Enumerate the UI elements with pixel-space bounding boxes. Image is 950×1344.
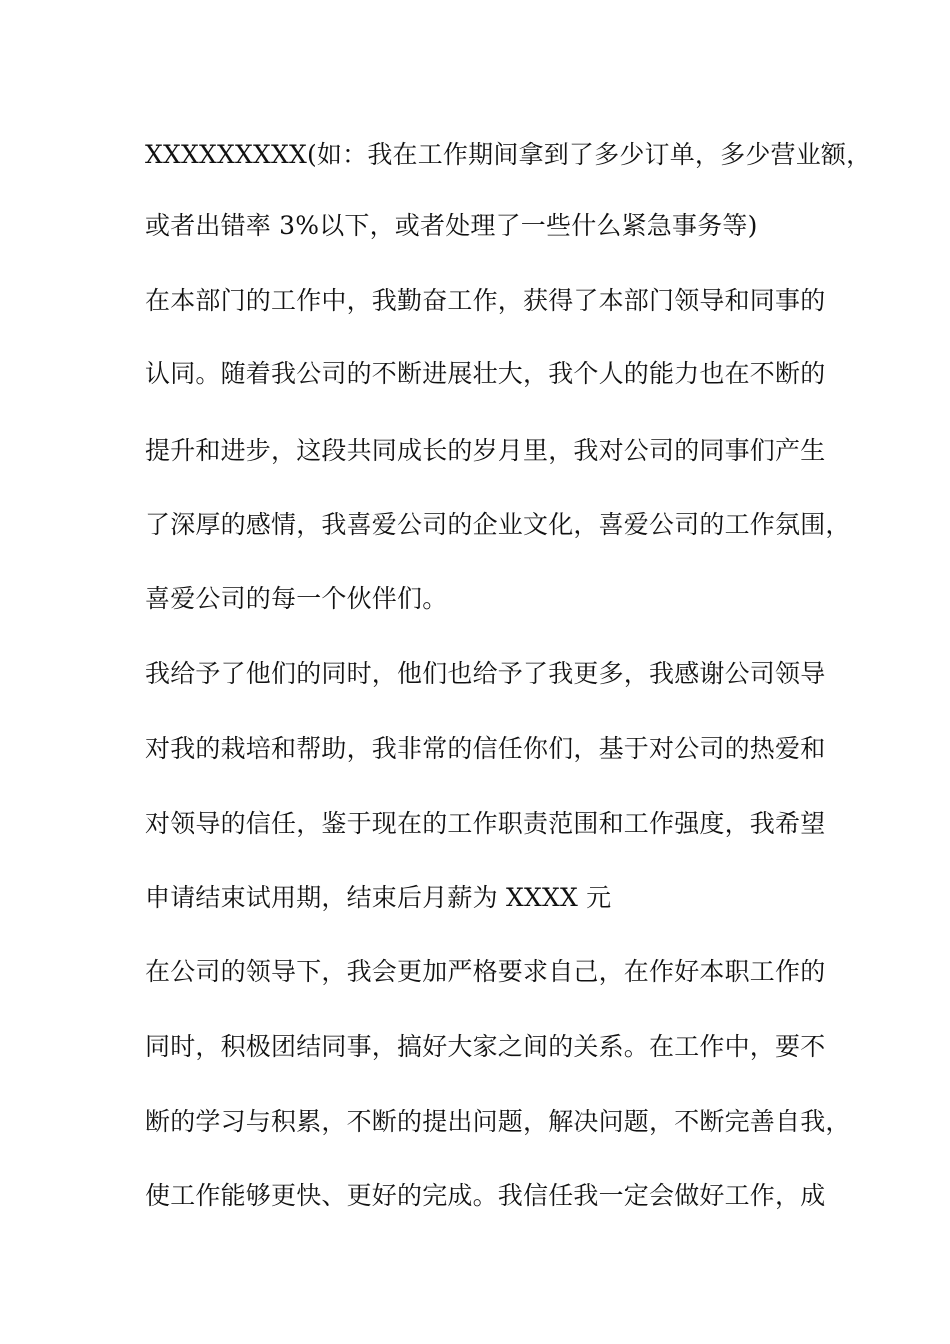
text-line-4: 认同。随着我公司的不断进展壮大，我个人的能力也在不断的 <box>145 359 826 388</box>
text-line-12: 在公司的领导下，我会更加严格要求自己，在作好本职工作的 <box>145 957 826 986</box>
text-line-9: 对我的栽培和帮助，我非常的信任你们，基于对公司的热爱和 <box>145 734 826 763</box>
text-line-1: XXXXXXXXX(如：我在工作期间拿到了多少订单，多少营业额， <box>145 140 872 169</box>
text-line-14: 断的学习与积累，不断的提出问题，解决问题，不断完善自我， <box>145 1107 851 1136</box>
text-line-8: 我给予了他们的同时，他们也给予了我更多，我感谢公司领导 <box>145 659 826 688</box>
text-line-11: 申请结束试用期，结束后月薪为 XXXX 元 <box>145 883 612 912</box>
text-line-10: 对领导的信任，鉴于现在的工作职责范围和工作强度，我希望 <box>145 809 826 838</box>
text-line-15: 使工作能够更快、更好的完成。我信任我一定会做好工作，成 <box>145 1181 826 1210</box>
text-line-6: 了深厚的感情，我喜爱公司的企业文化，喜爱公司的工作氛围， <box>145 510 851 539</box>
text-line-5: 提升和进步，这段共同成长的岁月里，我对公司的同事们产生 <box>145 436 826 465</box>
text-line-3: 在本部门的工作中，我勤奋工作，获得了本部门领导和同事的 <box>145 286 826 315</box>
text-line-13: 同时，积极团结同事，搞好大家之间的关系。在工作中，要不 <box>145 1032 826 1061</box>
text-line-7: 喜爱公司的每一个伙伴们。 <box>145 584 448 613</box>
text-line-2: 或者出错率 3%以下，或者处理了一些什么紧急事务等) <box>145 211 758 240</box>
